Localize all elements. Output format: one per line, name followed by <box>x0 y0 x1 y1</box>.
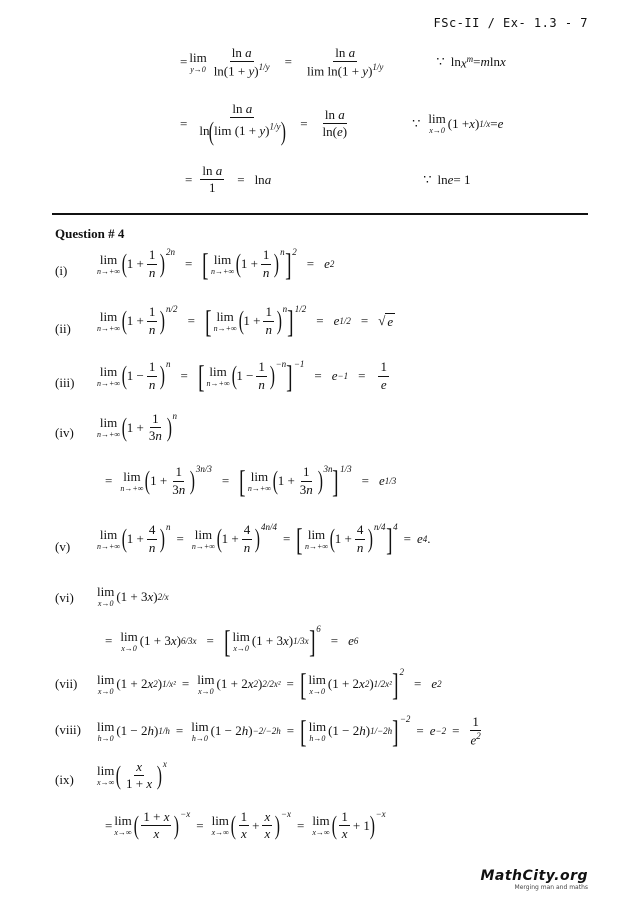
derivation-line-2: = $\frac{\text{ln a}}{\ln(\lim (1 + y)^{1/y})}$ = $\frac{\text{ln a}}{\ln(e)}$ ∵ lim x→0 (1 + x ) 1/x = e <box>180 101 504 147</box>
derivation-line-3: = $\frac{\text{ln a}}{1}$ = ln a ∵ ln e = 1 <box>185 163 471 196</box>
question-title: Question # 4 <box>55 226 125 241</box>
logo-brand: MathCity.org <box>480 868 588 884</box>
mathcity-logo <box>480 868 588 891</box>
part-ix: lim x→∞ ( $\frac{x}{1 + x}$ ) x <box>97 758 167 792</box>
part-label: (iii) <box>55 375 75 390</box>
part-label: (i) <box>55 263 68 278</box>
part-vi: lim x→0 (1 + 3 x ) 2/x <box>97 584 169 608</box>
part-label: (iv) <box>55 425 74 440</box>
limit: lim y→0 <box>189 49 207 74</box>
derivation-line-1: = lim y→0 $\frac{\text{ln a}}{\ln(1 + y)^{1/y}}$ = $\frac{\text{ln a}}{\lim \ln(1 + y)^{1/y}}$ ∵ ln $x^m$ = m ln x <box>180 45 506 79</box>
part-i: lim n→+∞ ( 1 + $\frac{1}{n}$ ) 2n = [ lim n→+∞ ( 1 + $\frac{1}{n}$ ) n ] 2 = e 2 <box>97 246 335 282</box>
part-label: (vii) <box>55 676 78 691</box>
logo-tagline: Merging man and maths <box>514 884 588 891</box>
part-ii: lim n→+∞ ( 1 + $\frac{1}{n}$ ) n/2 = [ lim n→+∞ ( 1 + $\frac{1}{n}$ ) n ] 1/2 = e 1/2 = √ e <box>97 303 394 339</box>
part-v: lim n→+∞ ( 1 + $\frac{4}{n}$ ) n = lim n→+∞ ( 1 + $\frac{4}{n}$ ) 4n/4 = [ lim n→+∞ ( 1 + $\frac{4}{n}$ ) n/4 ] 4 = e 4 . <box>97 521 431 557</box>
part-viii: lim h→0 (1 − 2 h ) 1/h = lim h→0 (1 − 2 h ) −2/−2h = [ lim h→0 (1 − 2 h ) 1/−2h ] −2 = e −2 = $\frac{1}{e^2}$ <box>97 713 481 750</box>
part-iv-step: = lim n→+∞ ( 1 + $\frac{1}{3n}$ ) 3n/3 = [ lim n→+∞ ( 1 + $\frac{1}{3n}$ ) 3n ] 1/3 = e 1/3 <box>105 463 397 499</box>
part-label: (v) <box>55 539 71 554</box>
part-iii: lim n→+∞ ( 1 − $\frac{1}{n}$ ) n = [ lim n→+∞ ( 1 − $\frac{1}{n}$ ) −n ] −1 = e −1 = $\frac{1}{e}$ <box>97 358 387 394</box>
part-label: (vi) <box>55 590 74 605</box>
page-header: FSc-II / Ex- 1.3 - 7 <box>433 16 588 30</box>
part-label: (ix) <box>55 772 74 787</box>
section-divider <box>52 213 588 215</box>
part-iv: lim n→+∞ ( 1 + $\frac{1}{3n}$ ) n <box>97 410 178 444</box>
part-ix-step: = lim x→∞ ( $\frac{1 + x}{x}$ ) −x = lim x→∞ ( $\frac{1}{x}$ + $\frac{x}{x}$ ) −x = lim x→∞ ( $\frac{1}{x}$ + 1 ) −x <box>105 808 386 842</box>
part-label: (ii) <box>55 321 71 336</box>
part-vi-step: = lim x→0 (1 + 3 x ) 6/3x = [ lim x→0 (1 + 3 x ) 1/3x ] 6 = e 6 <box>105 623 359 659</box>
part-label: (viii) <box>55 722 81 737</box>
part-vii: lim x→0 (1 + 2 x 2 ) 1/x² = lim x→0 (1 + 2 x 2 ) 2/2x² = [ lim x→0 (1 + 2 x 2 ) 1/2x² ] 2 = e 2 <box>97 666 442 702</box>
